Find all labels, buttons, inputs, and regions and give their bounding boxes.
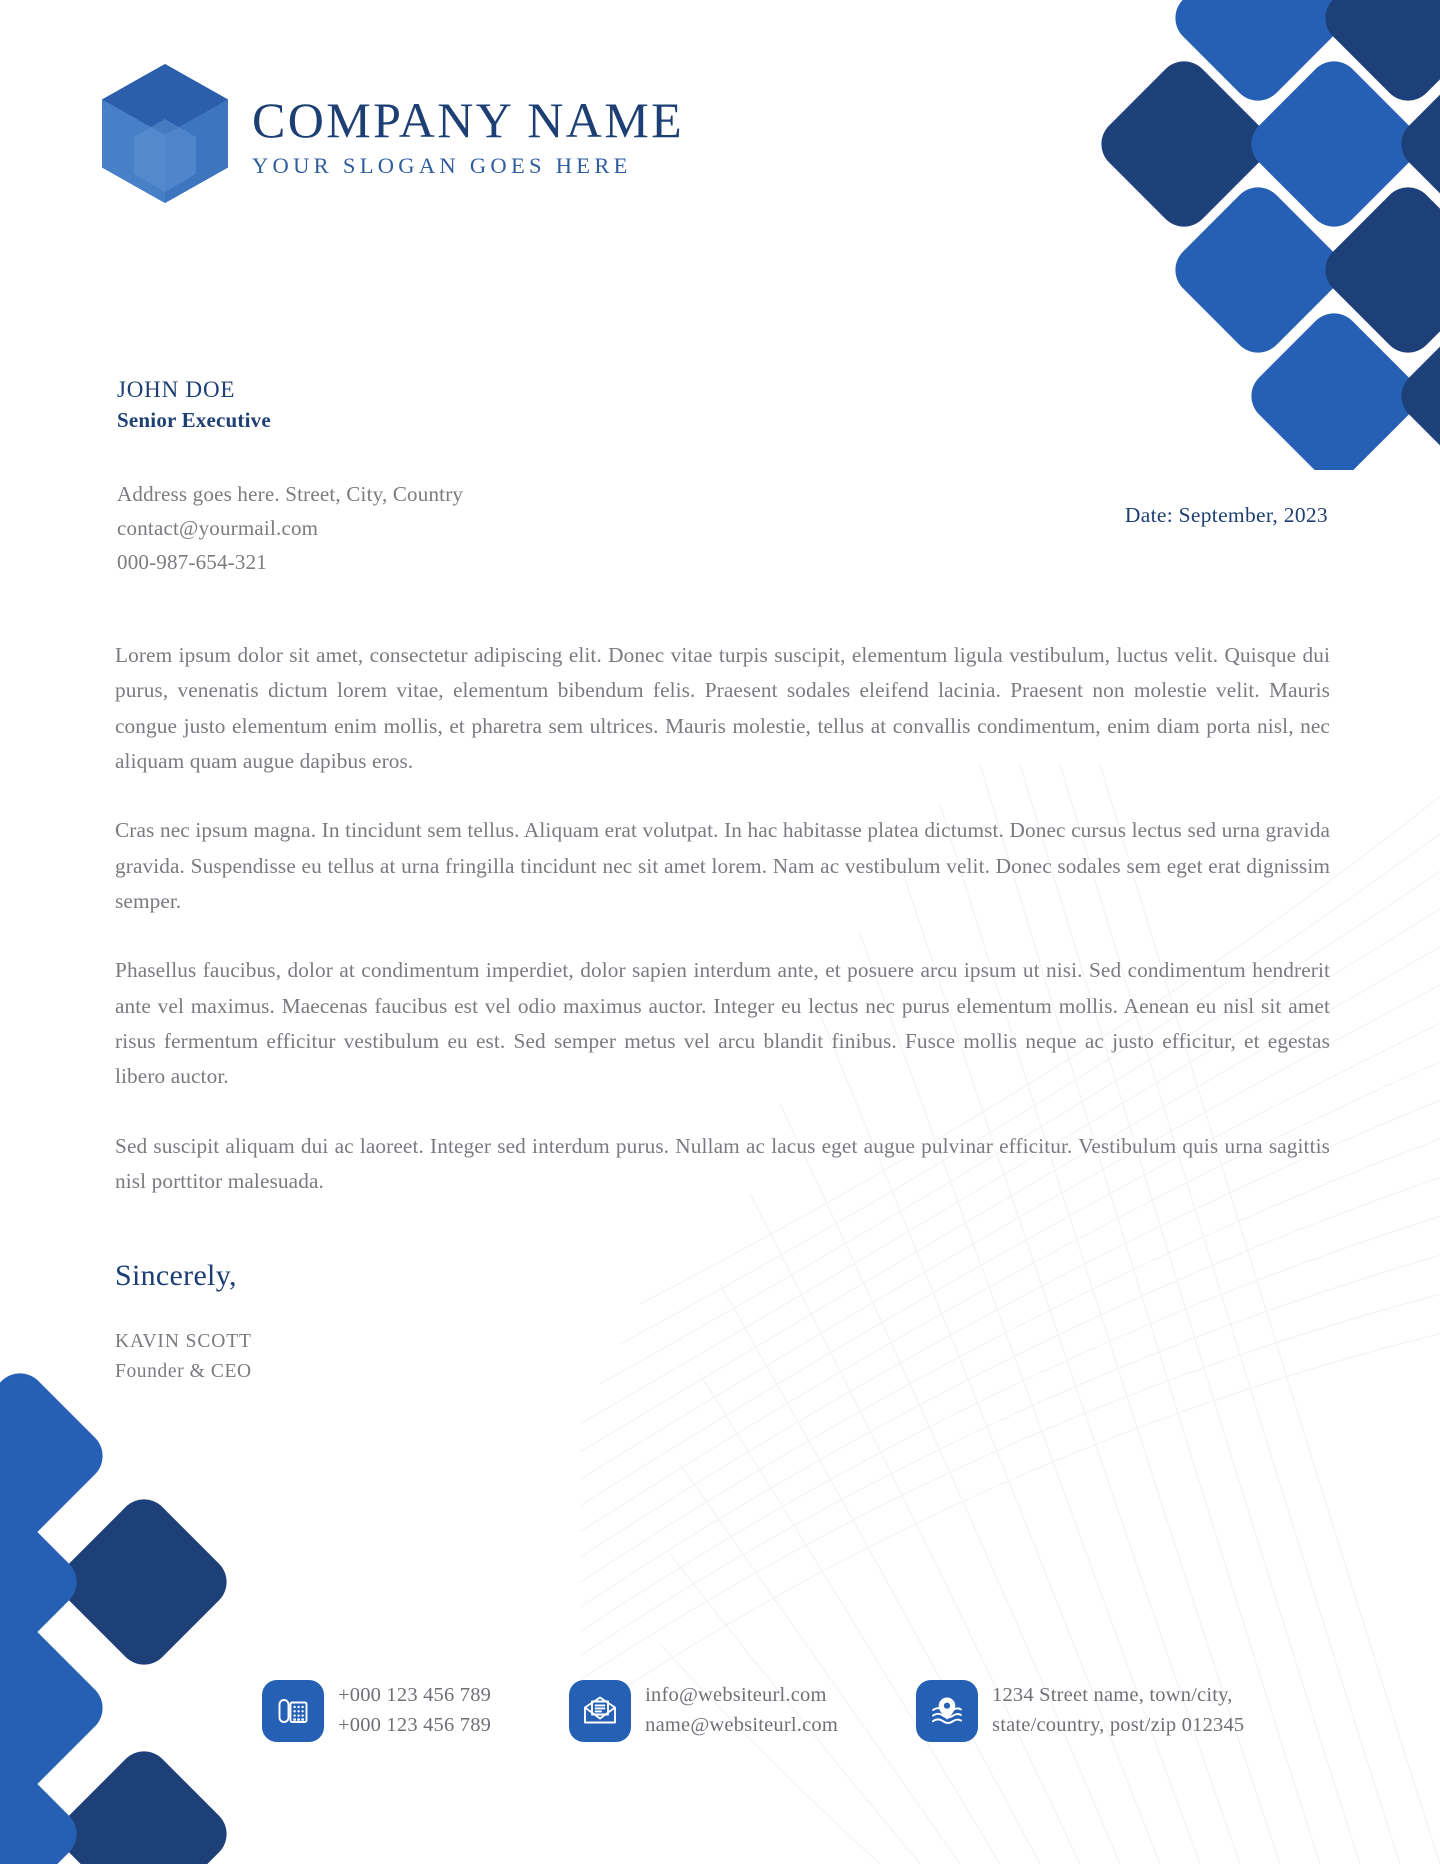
sender-contact-block (117, 477, 463, 579)
decorative-shapes-top-right (1020, 0, 1440, 470)
sender-role: Senior Executive (117, 408, 271, 433)
contact-item-address[interactable] (916, 1680, 1244, 1742)
address-lines (992, 1681, 1244, 1741)
phone-line-2: +000 123 456 789 (338, 1714, 492, 1736)
contact-item-phone[interactable] (262, 1680, 491, 1742)
letter-date: Date: September, 2023 (1124, 503, 1328, 527)
map-pin-icon (916, 1680, 978, 1742)
company-name: COMPANY NAME (252, 92, 685, 148)
signer-title: Founder & CEO (115, 1361, 252, 1383)
decor-diamond (51, 1741, 238, 1864)
email-line-2: name@websiteurl.com (645, 1714, 839, 1736)
open-envelope-icon (569, 1680, 631, 1742)
hexagon-cube-logo-icon (100, 62, 230, 205)
sender-address: Address goes here. Street, City, Country (117, 481, 464, 506)
company-slogan: YOUR SLOGAN GOES HERE (252, 153, 632, 178)
sender-phone: 000-987-654-321 (117, 549, 267, 574)
address-line-1: 1234 Street name, town/city, (992, 1684, 1233, 1707)
logo-wordmark (252, 88, 684, 179)
sender-email: contact@yourmail.com (117, 515, 319, 540)
phone-lines (338, 1681, 491, 1741)
letter-body (115, 638, 1330, 1233)
email-line-1: info@websiteurl.com (645, 1684, 827, 1707)
letter-paragraph: Cras nec ipsum magna. In tincidunt sem tellus. Aliquam erat volutpat. In hac habitasse platea dictumst. Donec cursus lectus sed urna gravida gravida. Suspendisse eu tellus at urna fringilla tincidunt nec sit amet lorem. Nam ac vestibulum velit. Donec sodales sem eget erat dignissim semper. (115, 818, 1330, 914)
letterhead-header (100, 62, 684, 205)
signer-name: KAVIN SCOTT (115, 1331, 252, 1352)
signature-block (115, 1259, 252, 1387)
sender-block (117, 375, 463, 579)
sender-name: JOHN DOE (117, 377, 236, 402)
email-lines (645, 1681, 838, 1741)
footer-contact-bar (262, 1680, 1244, 1742)
contact-item-email[interactable] (569, 1680, 838, 1742)
decor-diamond (51, 1489, 238, 1676)
letter-paragraph: Sed suscipit aliquam dui ac laoreet. Integer sed interdum purus. Nullam ac lacus eget augue pulvinar efficitur. Vestibulum quis urna sagittis nisl porttitor malesuada. (115, 1133, 1330, 1194)
phone-line-1: +000 123 456 789 (338, 1684, 492, 1707)
sign-off: Sincerely, (115, 1259, 237, 1292)
letter-paragraph: Lorem ipsum dolor sit amet, consectetur adipiscing elit. Donec vitae turpis suscipit, elementum ligula vestibulum, luctus velit. Quisque dui purus, venenatis dictum lorem vitae, elementum bibendum felis. Praesent sodales eleifend lacinia. Praesent non molestie velit. Mauris congue justo elementum enim mollis, et pharetra sem ultrices. Mauris molestie, tellus at convallis condimentum, enim diam porta nisl, nec aliquam quam augue dapibus eros. (115, 643, 1330, 774)
letter-paragraph: Phasellus faucibus, dolor at condimentum imperdiet, dolor sapien interdum ante, et posuere arcu ipsum ut nisi. Sed condimentum hendrerit ante vel maximus. Maecenas faucibus est vel odio maximus auctor. Integer eu lectus nec purus elementum mollis. Aenean eu nisl sit amet risus fermentum efficitur vestibulum eu est. Sed semper metus vel arcu blandit finibus. Fusce mollis neque ac justo efficitur, et egestas libero auctor. (115, 958, 1330, 1089)
decorative-shapes-bottom-left (0, 1364, 330, 1864)
desk-phone-icon (262, 1680, 324, 1742)
address-line-2: state/country, post/zip 012345 (992, 1714, 1245, 1736)
